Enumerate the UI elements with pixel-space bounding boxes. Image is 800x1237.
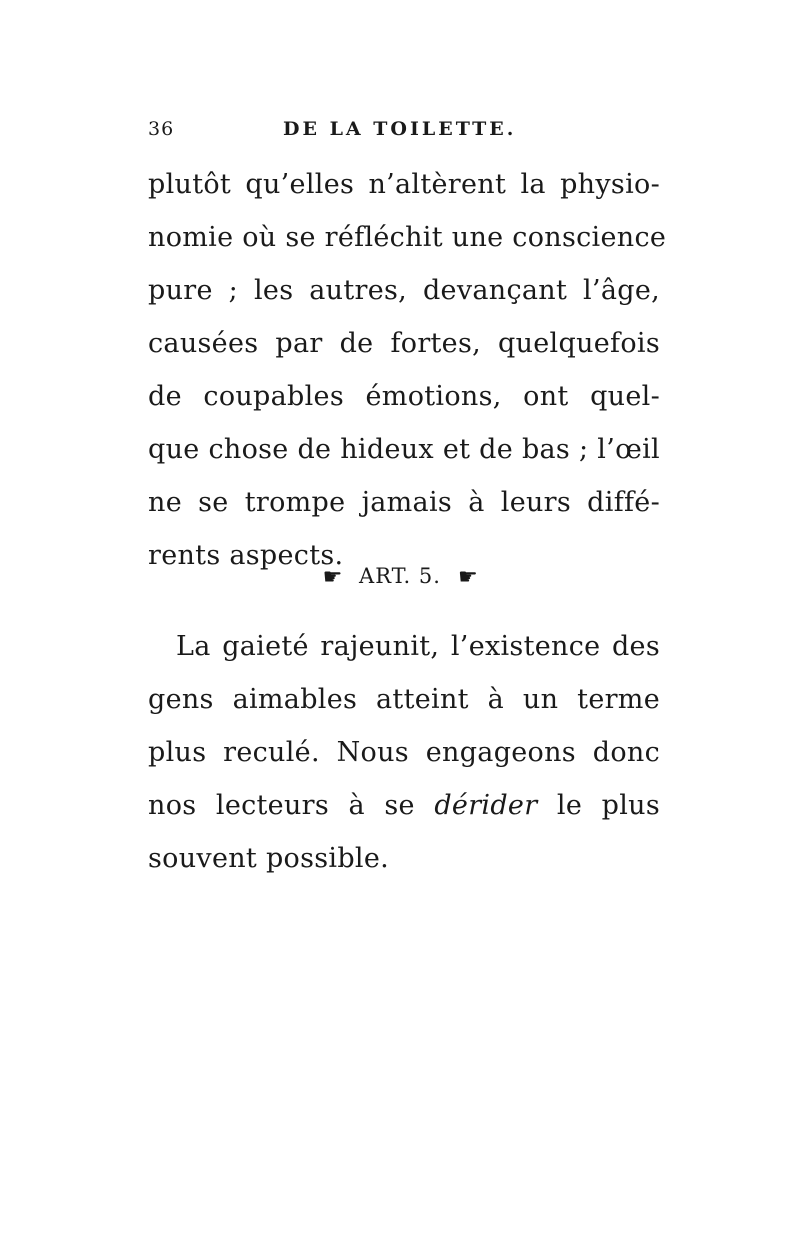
text-line: ne se trompe jamais à leurs diffé-: [148, 487, 660, 518]
text-line: souvent possible.: [148, 843, 390, 874]
paragraph-2: [148, 620, 660, 885]
text-line: rents aspects.: [148, 540, 344, 571]
text-line: plutôt qu’elles n’altèrent la physio-: [148, 169, 660, 200]
text-line: de coupables émotions, ont quel-: [148, 381, 660, 412]
text-line-with-emphasis: [148, 779, 660, 832]
pointing-hand-icon: ☛: [322, 564, 344, 590]
pointing-hand-icon: ☚: [456, 564, 478, 590]
page-number: 36: [148, 118, 175, 140]
page-header: [148, 118, 658, 148]
section-heading: [0, 558, 800, 596]
text-segment: nos lecteurs à se: [148, 790, 435, 821]
section-label: ART. 5.: [359, 564, 441, 588]
text-line: que chose de hideux et de bas ; l’œil: [148, 434, 660, 465]
text-segment: le plus: [537, 790, 660, 821]
emphasized-word: dérider: [434, 790, 538, 821]
running-title: DE LA TOILETTE.: [283, 118, 517, 140]
text-line: La gaieté rajeunit, l’existence des: [176, 631, 660, 662]
paragraph-1: [148, 158, 667, 582]
text-line: gens aimables atteint à un terme: [148, 684, 660, 715]
text-line: pure ; les autres, devançant l’âge,: [148, 275, 660, 306]
text-line: causées par de fortes, quelquefois: [148, 328, 660, 359]
text-line: nomie où se réfléchit une conscience: [148, 222, 667, 253]
text-line: plus reculé. Nous engageons donc: [148, 737, 660, 768]
